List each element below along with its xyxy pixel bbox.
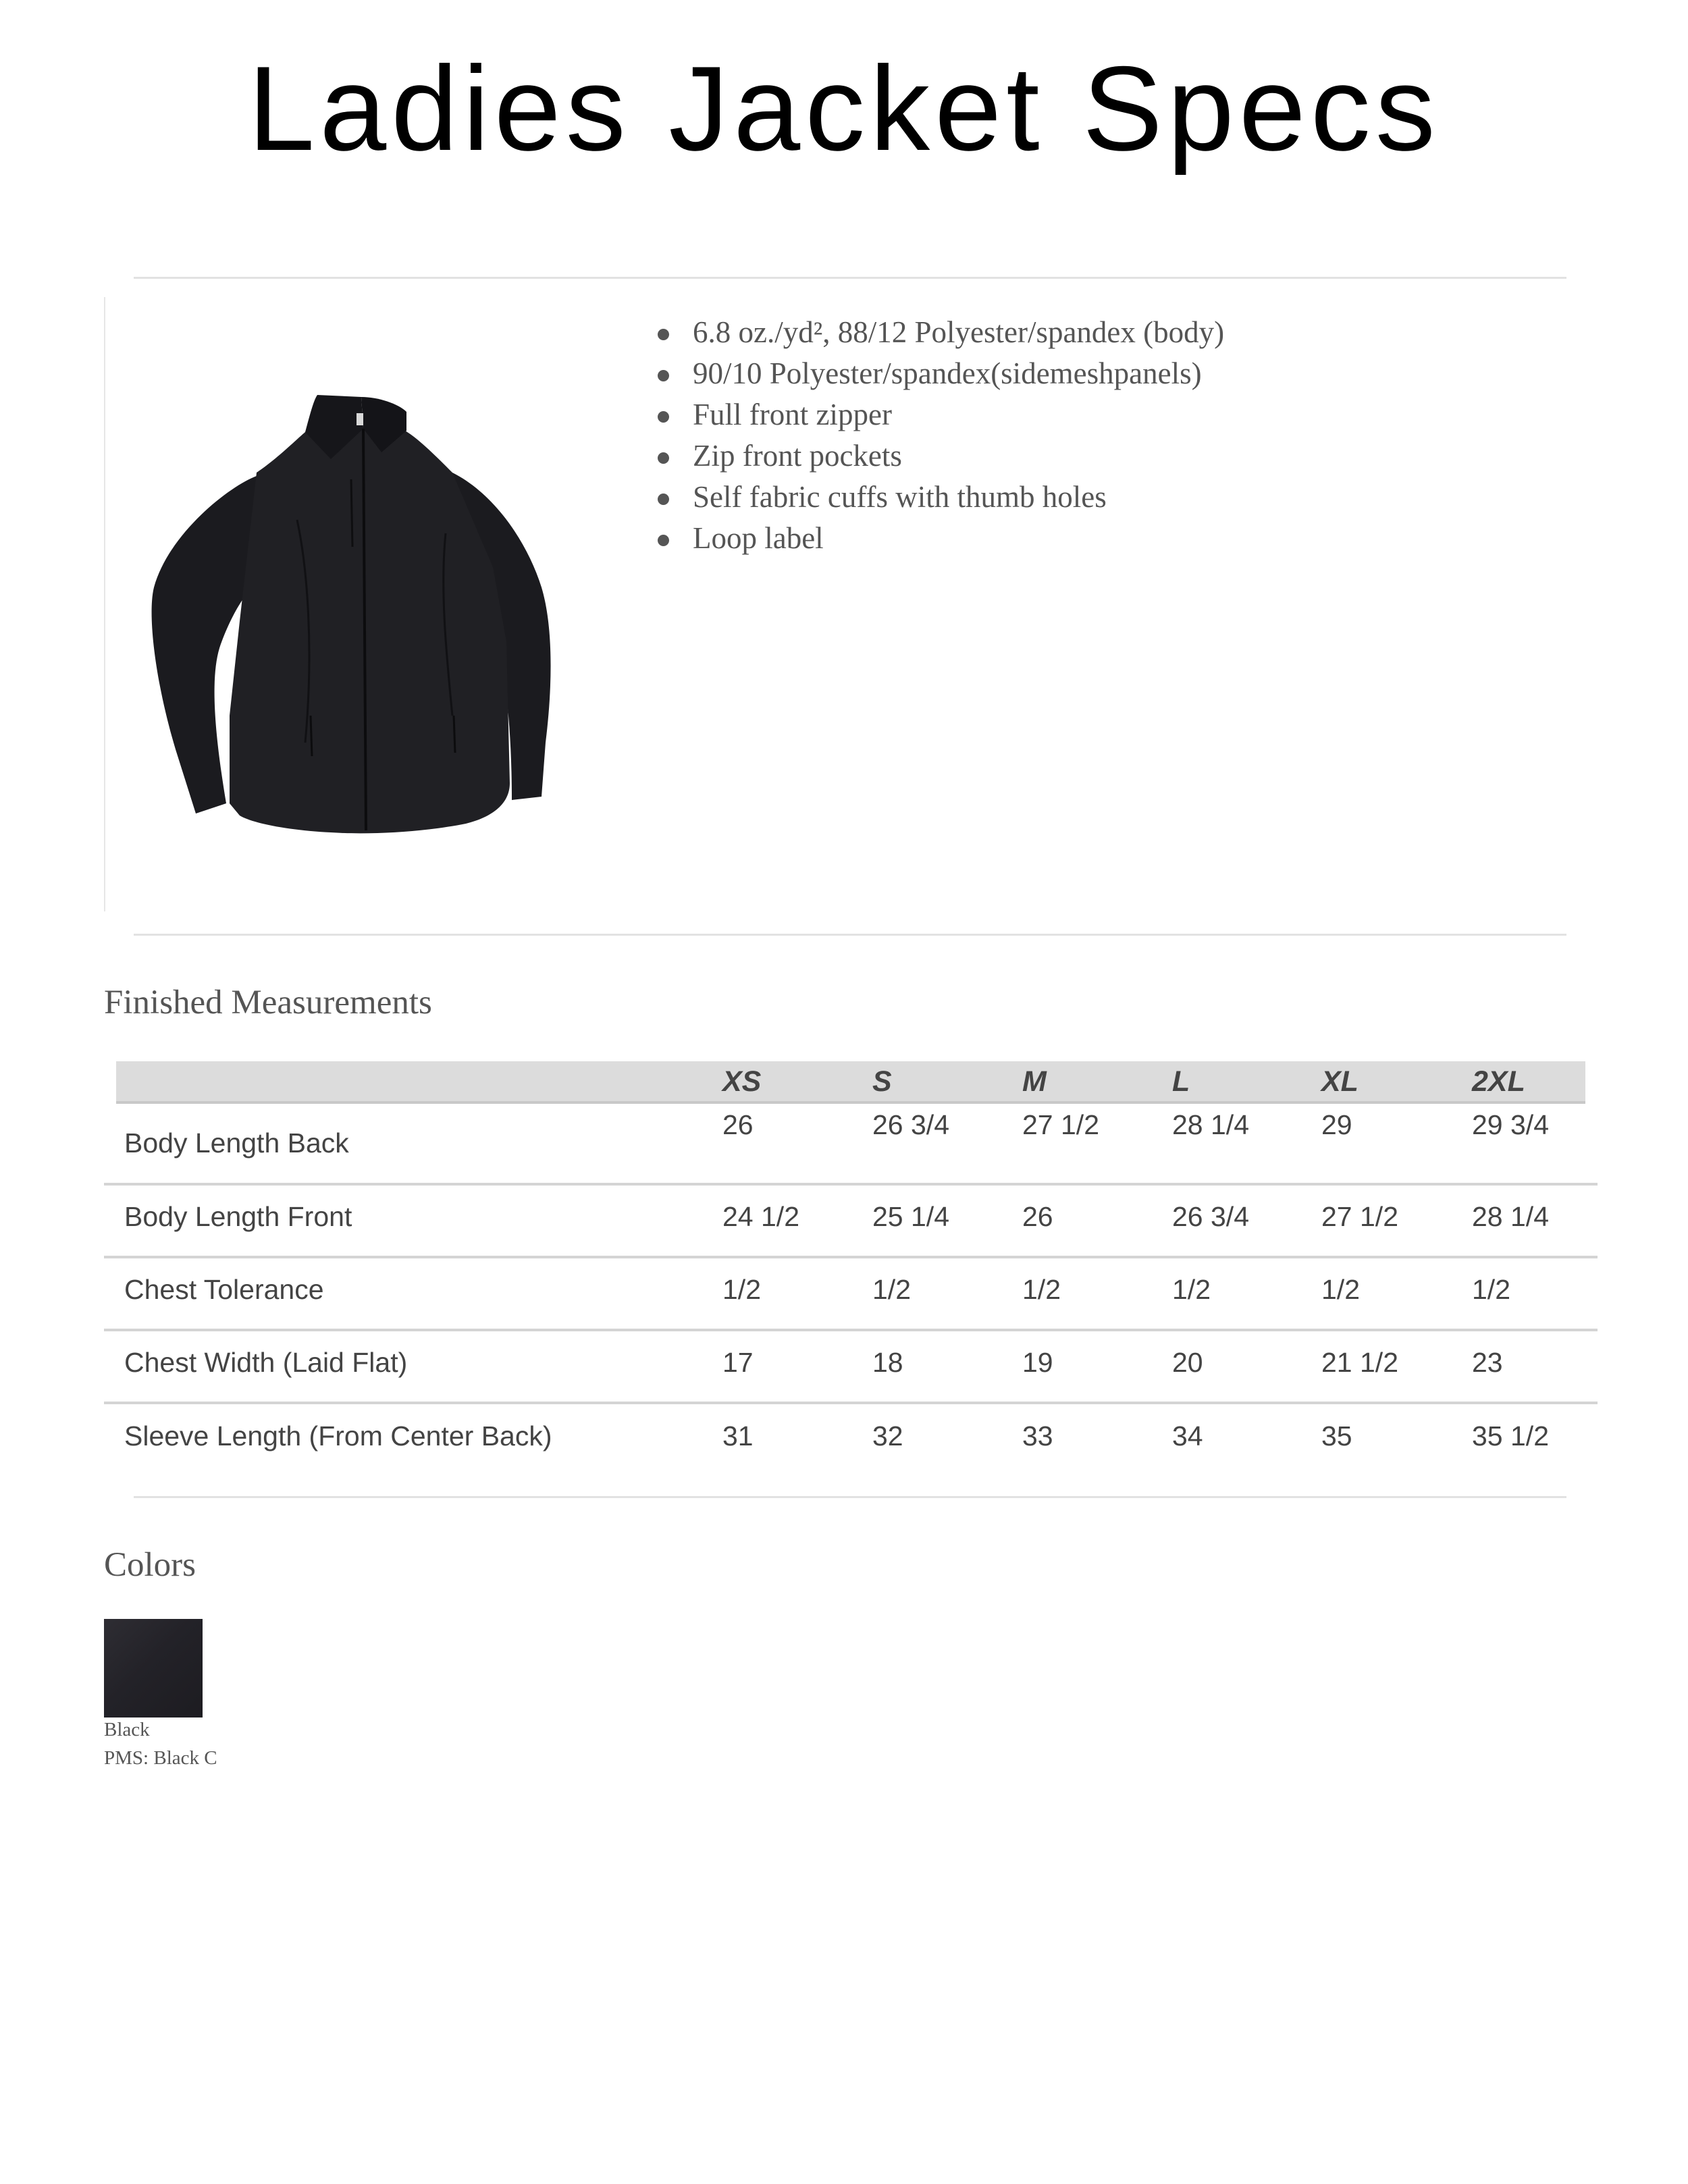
row-divider (104, 1183, 1598, 1186)
measurement-cell: 21 1/2 (1321, 1347, 1398, 1378)
size-header: XL (1321, 1065, 1359, 1098)
feature-item: 90/10 Polyester/spandex(sidemeshpanels) (655, 353, 1224, 394)
size-header: L (1172, 1065, 1190, 1098)
measurement-cell: 1/2 (1472, 1274, 1510, 1305)
row-divider (104, 1256, 1598, 1258)
measurement-cell: 31 (722, 1420, 754, 1451)
measurement-cell: 1/2 (872, 1274, 911, 1305)
measurement-cell: 35 (1321, 1420, 1352, 1451)
feature-item: Loop label (655, 518, 1224, 559)
measurement-cell: 35 1/2 (1472, 1420, 1549, 1451)
divider (134, 1496, 1566, 1498)
measurement-cell: 24 1/2 (722, 1201, 799, 1232)
measurement-cell: 29 (1321, 1109, 1352, 1140)
measurement-label: Chest Tolerance (124, 1274, 324, 1305)
color-name: Black (104, 1719, 150, 1740)
size-header: 2XL (1472, 1065, 1525, 1098)
measurement-cell: 1/2 (722, 1274, 761, 1305)
measurement-cell: 27 1/2 (1022, 1109, 1099, 1140)
measurement-cell: 1/2 (1321, 1274, 1360, 1305)
row-divider (104, 1402, 1598, 1404)
measurement-cell: 26 3/4 (1172, 1201, 1249, 1232)
product-image-frame (104, 297, 632, 911)
size-header: S (872, 1065, 892, 1098)
measurement-cell: 26 (722, 1109, 754, 1140)
color-swatch-black (104, 1619, 203, 1717)
measurement-cell: 26 3/4 (872, 1109, 949, 1140)
colors-heading: Colors (104, 1546, 196, 1584)
measurement-cell: 17 (722, 1347, 754, 1378)
measurement-cell: 28 1/4 (1172, 1109, 1249, 1140)
color-pms: PMS: Black C (104, 1747, 217, 1769)
measurement-cell: 34 (1172, 1420, 1203, 1451)
feature-item: 6.8 oz./yd², 88/12 Polyester/spandex (body) (655, 312, 1224, 353)
measurement-label: Chest Width (Laid Flat) (124, 1347, 408, 1378)
row-divider (104, 1329, 1598, 1331)
measurement-cell: 19 (1022, 1347, 1053, 1378)
measurement-cell: 32 (872, 1420, 903, 1451)
size-header-row (116, 1061, 1585, 1104)
divider (134, 934, 1566, 936)
measurement-label: Sleeve Length (From Center Back) (124, 1420, 552, 1451)
measurement-label: Body Length Back (124, 1127, 349, 1158)
measurement-cell: 29 3/4 (1472, 1109, 1549, 1140)
feature-item: Zip front pockets (655, 435, 1224, 477)
size-header: XS (722, 1065, 762, 1098)
measurement-cell: 33 (1022, 1420, 1053, 1451)
measurement-cell: 25 1/4 (872, 1201, 949, 1232)
page-title: Ladies Jacket Specs (248, 41, 1440, 176)
feature-item: Full front zipper (655, 394, 1224, 435)
divider (134, 277, 1566, 279)
measurement-cell: 23 (1472, 1347, 1503, 1378)
measurement-cell: 1/2 (1172, 1274, 1211, 1305)
measurement-cell: 27 1/2 (1321, 1201, 1398, 1232)
measurement-cell: 20 (1172, 1347, 1203, 1378)
jacket-image (128, 365, 587, 837)
feature-item: Self fabric cuffs with thumb holes (655, 477, 1224, 518)
measurements-heading: Finished Measurements (104, 984, 432, 1021)
size-header: M (1022, 1065, 1047, 1098)
measurement-cell: 1/2 (1022, 1274, 1061, 1305)
measurement-label: Body Length Front (124, 1201, 352, 1232)
measurement-cell: 18 (872, 1347, 903, 1378)
measurement-cell: 28 1/4 (1472, 1201, 1549, 1232)
feature-list (655, 312, 1224, 559)
measurement-cell: 26 (1022, 1201, 1053, 1232)
